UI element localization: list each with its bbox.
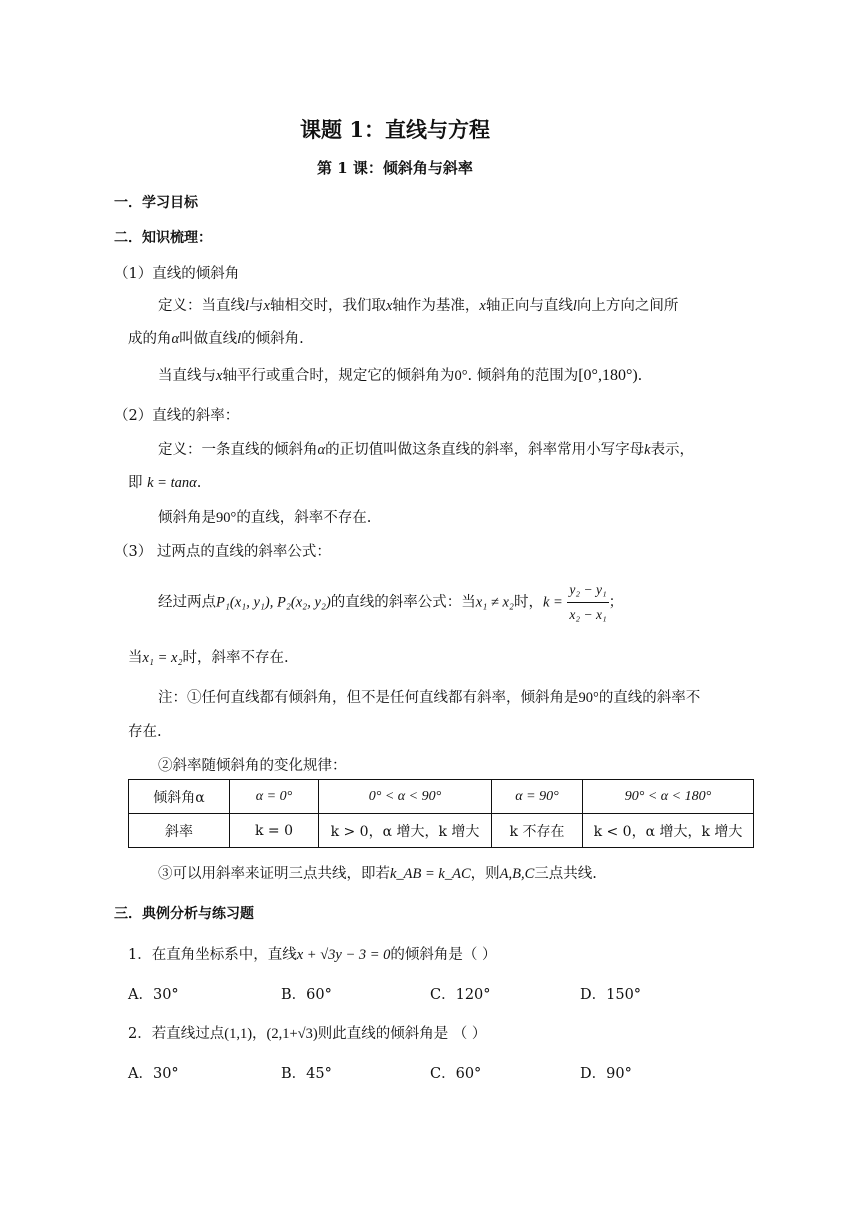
exercise-1-option-b: B．60° xyxy=(281,987,332,1003)
text: 的直线的斜率不 xyxy=(598,690,701,706)
table-header-cell: α = 90° xyxy=(492,780,583,814)
text: 经过两点 xyxy=(158,594,216,611)
exercise-1-option-c: C．120° xyxy=(430,987,491,1003)
math-x: x xyxy=(216,368,223,384)
note-3 xyxy=(158,862,597,883)
exercise-2-option-a: A．30° xyxy=(128,1066,179,1082)
text: 成的角 xyxy=(128,331,172,347)
item3-title: （3） 过两点的直线的斜率公式： xyxy=(114,544,331,560)
math-x1-eq-x2: x₁ = x₂ xyxy=(142,650,183,666)
page-title: 课题 1：直线与方程 xyxy=(300,117,490,142)
text: 与 xyxy=(249,298,264,314)
text: 注：①任何直线都有倾斜角，但不是任何直线都有斜率，倾斜角是 xyxy=(158,690,579,706)
text: 的直线，斜率不存在. xyxy=(236,510,372,526)
text: 轴相交时，我们取 xyxy=(269,298,386,314)
math-point-2: (2,1+√3) xyxy=(266,1026,318,1042)
section-heading-knowledge: 二．知识梳理： xyxy=(114,230,212,246)
text: ，则 xyxy=(470,866,500,882)
table-row xyxy=(129,814,754,848)
slope-angle-table xyxy=(128,779,754,848)
math-point-1: (1,1) xyxy=(224,1026,253,1042)
text: 时， xyxy=(513,594,543,611)
text: 向上方向之间所 xyxy=(576,298,679,314)
text: ； xyxy=(608,594,624,611)
exercise-2-option-d: D．90° xyxy=(580,1066,632,1082)
text: 当直线与 xyxy=(158,368,216,384)
item1-definition-line1 xyxy=(158,294,678,315)
item3-vertical-case xyxy=(128,646,289,667)
item1-definition-line2 xyxy=(128,327,304,348)
math-k-eq-tan: k = tanα xyxy=(147,475,197,491)
text: 的倾斜角. xyxy=(241,331,304,347)
note-2: ②斜率随倾斜角的变化规律： xyxy=(158,758,347,774)
item3-formula-line xyxy=(158,580,623,625)
exercise-1-stem xyxy=(128,943,497,964)
text: 定义：一条直线的倾斜角 xyxy=(158,442,318,458)
exercise-1-option-d: D．150° xyxy=(580,987,642,1003)
math-x: x xyxy=(479,298,486,314)
section-heading-examples: 三．典例分析与练习题 xyxy=(114,906,254,922)
table-header-cell: 90° < α < 180° xyxy=(583,780,754,814)
text: 轴平行或重合时，规定它的倾斜角为 xyxy=(222,368,455,384)
item2-definition-line2 xyxy=(128,471,201,492)
item1-title: （1）直线的倾斜角 xyxy=(114,266,240,282)
text: 三点共线. xyxy=(534,866,597,882)
math-x: x xyxy=(385,298,393,314)
text: 的直线的斜率公式：当 xyxy=(330,594,476,611)
text: 表示， xyxy=(650,442,695,458)
text: 倾斜角是 xyxy=(158,510,216,526)
math-alpha: α xyxy=(317,442,326,458)
table-header-cell: 倾斜角α xyxy=(129,780,230,814)
table-row xyxy=(129,780,754,814)
slope-fraction xyxy=(567,580,608,625)
math-k-eq: k = xyxy=(542,594,563,611)
item2-note xyxy=(158,506,371,527)
math-points: P₁(x₁, y₁), P₂(x₂, y₂) xyxy=(216,594,331,611)
text: . 倾斜角的范围为 xyxy=(467,368,579,384)
exercise-1-option-a: A．30° xyxy=(128,987,179,1003)
math-x1-ne-x2: x₁ ≠ x₂ xyxy=(475,594,514,611)
table-cell: 斜率 xyxy=(129,814,230,848)
math-x: x xyxy=(263,298,270,314)
item2-title: （2）直线的斜率： xyxy=(114,408,240,424)
text: 轴正向与直线 xyxy=(485,298,573,314)
exercise-2-option-b: B．45° xyxy=(281,1066,332,1082)
table-cell: k > 0，α 增大，k 增大 xyxy=(319,814,492,848)
table-header-cell: 0° < α < 90° xyxy=(319,780,492,814)
text: ， xyxy=(252,1026,267,1042)
note-1-line2: 存在. xyxy=(128,724,162,740)
math-l: l xyxy=(245,298,250,314)
note-1-line1 xyxy=(158,686,700,707)
text: 则此直线的倾斜角是 （ ） xyxy=(317,1026,487,1042)
math-zero-degree: 0° xyxy=(454,368,468,384)
table-cell: k 不存在 xyxy=(492,814,583,848)
exercise-2-option-c: C．60° xyxy=(430,1066,482,1082)
item1-range xyxy=(158,364,642,385)
exercise-2-stem xyxy=(128,1022,486,1043)
math-l: l xyxy=(572,298,577,314)
math-k: k xyxy=(644,442,651,458)
text: 叫做直线 xyxy=(179,331,238,347)
table-header-cell: α = 0° xyxy=(230,780,319,814)
text: . xyxy=(637,368,643,384)
text: 1．在直角坐标系中，直线 xyxy=(128,947,297,963)
math-ninety: 90° xyxy=(216,510,237,526)
text: 时，斜率不存在. xyxy=(182,650,289,666)
math-ninety: 90° xyxy=(578,690,599,706)
item2-definition-line1 xyxy=(158,438,694,459)
text: . xyxy=(196,475,202,491)
page-subtitle: 第 1 课：倾斜角与斜率 xyxy=(317,159,473,177)
text: 轴作为基准， xyxy=(392,298,480,314)
math-kab-eq-kac: k_AB = k_AC xyxy=(390,866,471,882)
text: 2．若直线过点 xyxy=(128,1026,225,1042)
fraction-denominator: x₂ − x₁ xyxy=(569,607,607,622)
fraction-numerator: y₂ − y₁ xyxy=(567,580,608,603)
text: 的正切值叫做这条直线的斜率，斜率常用小写字母 xyxy=(325,442,645,458)
text: ③可以用斜率来证明三点共线，即若 xyxy=(158,866,390,882)
text: 定义：当直线 xyxy=(158,298,245,314)
math-abc: A,B,C xyxy=(499,866,535,882)
table-cell: k = 0 xyxy=(230,814,319,848)
math-equation: x + √3y − 3 = 0 xyxy=(296,947,391,963)
text: 的倾斜角是（ ） xyxy=(390,947,497,963)
text: 即 xyxy=(128,475,143,491)
math-alpha: α xyxy=(171,331,180,347)
math-l: l xyxy=(237,331,242,347)
section-heading-goals: 一．学习目标 xyxy=(114,195,198,211)
math-range: [0°,180°) xyxy=(578,367,638,384)
text: 当 xyxy=(128,650,143,666)
table-cell: k < 0，α 增大，k 增大 xyxy=(583,814,754,848)
